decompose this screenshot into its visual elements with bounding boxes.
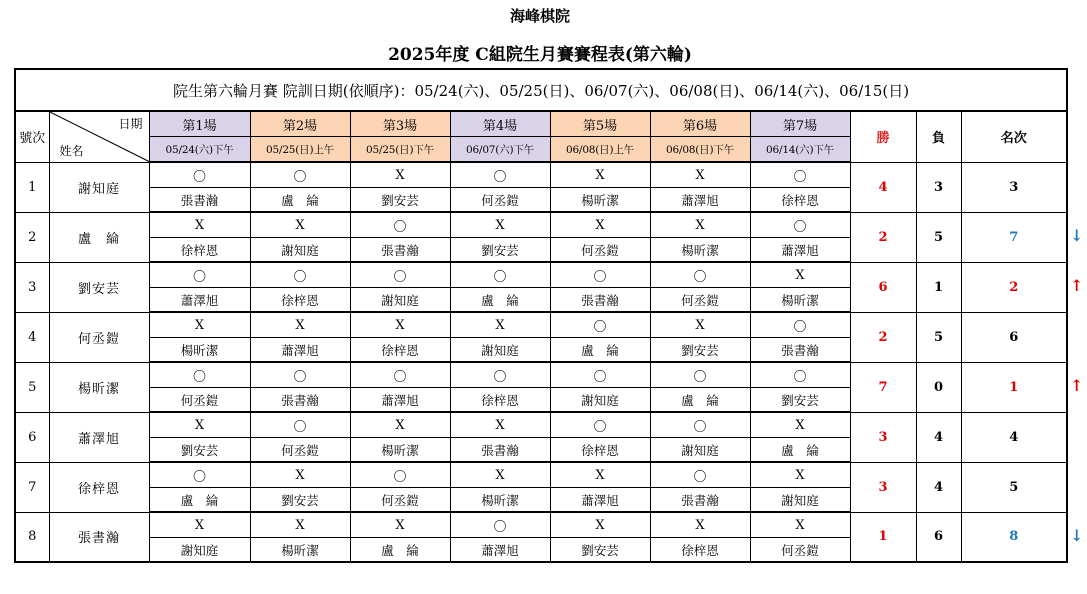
game-result: 〇 bbox=[450, 262, 550, 288]
game-header-5: 第5場 bbox=[550, 111, 650, 137]
game-opponent: 盧 綸 bbox=[650, 388, 750, 413]
player-number: 1 bbox=[15, 162, 49, 212]
game-opponent: 楊昕潔 bbox=[650, 238, 750, 263]
player-name: 徐梓恩 bbox=[49, 462, 149, 512]
game-result: 〇 bbox=[550, 362, 650, 388]
game-opponent: 徐梓恩 bbox=[250, 288, 350, 313]
game-result: X bbox=[149, 212, 250, 238]
game-result: 〇 bbox=[149, 462, 250, 488]
game-opponent: 謝知庭 bbox=[149, 538, 250, 563]
game-result: X bbox=[250, 512, 350, 538]
player-name: 張書瀚 bbox=[49, 512, 149, 562]
school-name: 海峰棋院 bbox=[509, 7, 570, 25]
game-opponent: 徐梓恩 bbox=[350, 338, 450, 363]
game-header-4: 第4場 bbox=[450, 111, 550, 137]
game-result: 〇 bbox=[250, 262, 350, 288]
game-date-3: 05/25(日)下午 bbox=[350, 137, 450, 163]
arrow-up-icon: ↑ bbox=[1070, 376, 1084, 395]
win-count: 6 bbox=[850, 262, 916, 312]
game-result: X bbox=[550, 212, 650, 238]
game-opponent: 徐梓恩 bbox=[750, 188, 850, 213]
header-date-name-cell bbox=[49, 111, 149, 162]
loss-count: 3 bbox=[916, 162, 961, 212]
game-result: 〇 bbox=[650, 362, 750, 388]
game-result: 〇 bbox=[250, 412, 350, 438]
game-opponent: 徐梓恩 bbox=[650, 538, 750, 563]
game-opponent: 謝知庭 bbox=[750, 488, 850, 513]
header-number: 號次 bbox=[15, 111, 49, 162]
header-loss: 負 bbox=[916, 111, 961, 162]
game-result: X bbox=[450, 312, 550, 338]
game-opponent: 謝知庭 bbox=[350, 288, 450, 313]
game-date-6: 06/08(日)下午 bbox=[650, 137, 750, 163]
game-result: 〇 bbox=[750, 162, 850, 188]
game-date-4: 06/07(六)下午 bbox=[450, 137, 550, 163]
game-result: 〇 bbox=[350, 362, 450, 388]
game-opponent: 蕭澤旭 bbox=[750, 238, 850, 263]
win-count: 3 bbox=[850, 412, 916, 462]
player-number: 7 bbox=[15, 462, 49, 512]
player-name: 盧 綸 bbox=[49, 212, 149, 262]
game-result: X bbox=[250, 212, 350, 238]
game-header-7: 第7場 bbox=[750, 111, 850, 137]
game-opponent: 蕭澤旭 bbox=[350, 388, 450, 413]
arrow-up-icon: ↑ bbox=[1070, 276, 1084, 295]
game-result: X bbox=[250, 312, 350, 338]
loss-count: 4 bbox=[916, 412, 961, 462]
game-opponent: 謝知庭 bbox=[450, 338, 550, 363]
win-count: 4 bbox=[850, 162, 916, 212]
game-result: X bbox=[650, 162, 750, 188]
game-opponent: 蕭澤旭 bbox=[250, 338, 350, 363]
game-opponent: 盧 綸 bbox=[250, 188, 350, 213]
game-opponent: 劉安芸 bbox=[250, 488, 350, 513]
game-result: 〇 bbox=[550, 312, 650, 338]
game-date-1: 05/24(六)下午 bbox=[149, 137, 250, 163]
game-result: 〇 bbox=[350, 462, 450, 488]
game-result: 〇 bbox=[450, 512, 550, 538]
game-opponent: 劉安芸 bbox=[750, 388, 850, 413]
game-opponent: 張書瀚 bbox=[350, 238, 450, 263]
game-opponent: 何丞鎧 bbox=[650, 288, 750, 313]
game-result: 〇 bbox=[450, 162, 550, 188]
game-result: 〇 bbox=[250, 362, 350, 388]
game-opponent: 謝知庭 bbox=[550, 388, 650, 413]
win-count: 2 bbox=[850, 212, 916, 262]
game-result: X bbox=[450, 412, 550, 438]
arrow-down-icon: ↓ bbox=[1070, 526, 1084, 545]
loss-count: 4 bbox=[916, 462, 961, 512]
game-result: X bbox=[550, 162, 650, 188]
game-opponent: 張書瀚 bbox=[250, 388, 350, 413]
player-number: 3 bbox=[15, 262, 49, 312]
player-name: 楊昕潔 bbox=[49, 362, 149, 412]
rank-value: 4 bbox=[961, 412, 1067, 462]
game-result: 〇 bbox=[650, 262, 750, 288]
game-result: 〇 bbox=[149, 262, 250, 288]
game-opponent: 張書瀚 bbox=[450, 438, 550, 463]
game-result: X bbox=[350, 162, 450, 188]
game-opponent: 蕭澤旭 bbox=[149, 288, 250, 313]
win-count: 2 bbox=[850, 312, 916, 362]
game-opponent: 徐梓恩 bbox=[149, 238, 250, 263]
game-opponent: 楊昕潔 bbox=[350, 438, 450, 463]
schedule-banner: 院生第六輪月賽 院訓日期(依順序)：05/24(六)、05/25(日)、06/07(六)、06/08(日)、06/14(六)、06/15(日) bbox=[15, 69, 1067, 111]
game-opponent: 盧 綸 bbox=[750, 438, 850, 463]
page-title: 2025年度 C組院生月賽賽程表(第六輪) bbox=[388, 45, 692, 65]
player-name: 何丞鎧 bbox=[49, 312, 149, 362]
game-opponent: 盧 綸 bbox=[350, 538, 450, 563]
game-date-5: 06/08(日)上午 bbox=[550, 137, 650, 163]
game-opponent: 劉安芸 bbox=[550, 538, 650, 563]
game-result: 〇 bbox=[350, 262, 450, 288]
header-date-label: 日期 bbox=[118, 117, 143, 131]
player-number: 8 bbox=[15, 512, 49, 562]
game-result: 〇 bbox=[550, 412, 650, 438]
game-result: X bbox=[650, 512, 750, 538]
player-number: 2 bbox=[15, 212, 49, 262]
game-result: X bbox=[650, 312, 750, 338]
game-header-6: 第6場 bbox=[650, 111, 750, 137]
game-result: X bbox=[149, 512, 250, 538]
game-result: 〇 bbox=[550, 262, 650, 288]
header-win: 勝 bbox=[850, 111, 916, 162]
win-count: 7 bbox=[850, 362, 916, 412]
game-opponent: 盧 綸 bbox=[149, 488, 250, 513]
game-opponent: 何丞鎧 bbox=[350, 488, 450, 513]
game-opponent: 楊昕潔 bbox=[750, 288, 850, 313]
game-opponent: 張書瀚 bbox=[650, 488, 750, 513]
loss-count: 5 bbox=[916, 312, 961, 362]
header-name-label: 姓名 bbox=[59, 143, 84, 158]
player-number: 4 bbox=[15, 312, 49, 362]
loss-count: 0 bbox=[916, 362, 961, 412]
game-result: X bbox=[750, 512, 850, 538]
schedule-table bbox=[14, 68, 1068, 563]
game-opponent: 楊昕潔 bbox=[550, 188, 650, 213]
game-result: 〇 bbox=[149, 362, 250, 388]
game-opponent: 徐梓恩 bbox=[550, 438, 650, 463]
game-header-3: 第3場 bbox=[350, 111, 450, 137]
game-result: X bbox=[550, 512, 650, 538]
game-opponent: 謝知庭 bbox=[250, 238, 350, 263]
game-result: X bbox=[750, 262, 850, 288]
game-opponent: 何丞鎧 bbox=[450, 188, 550, 213]
game-result: X bbox=[350, 312, 450, 338]
game-result: X bbox=[750, 462, 850, 488]
game-result: X bbox=[650, 212, 750, 238]
game-result: 〇 bbox=[149, 162, 250, 188]
loss-count: 1 bbox=[916, 262, 961, 312]
game-result: 〇 bbox=[350, 212, 450, 238]
game-opponent: 謝知庭 bbox=[650, 438, 750, 463]
player-name: 蕭澤旭 bbox=[49, 412, 149, 462]
game-result: X bbox=[550, 462, 650, 488]
game-opponent: 盧 綸 bbox=[450, 288, 550, 313]
game-opponent: 何丞鎧 bbox=[250, 438, 350, 463]
game-result: 〇 bbox=[250, 162, 350, 188]
game-result: X bbox=[350, 412, 450, 438]
game-opponent: 楊昕潔 bbox=[149, 338, 250, 363]
game-opponent: 張書瀚 bbox=[149, 188, 250, 213]
win-count: 1 bbox=[850, 512, 916, 562]
game-result: 〇 bbox=[650, 462, 750, 488]
player-number: 6 bbox=[15, 412, 49, 462]
game-result: 〇 bbox=[450, 362, 550, 388]
game-result: 〇 bbox=[750, 362, 850, 388]
header-rank: 名次 bbox=[961, 111, 1067, 162]
game-opponent: 張書瀚 bbox=[550, 288, 650, 313]
game-result: X bbox=[450, 212, 550, 238]
game-result: 〇 bbox=[750, 212, 850, 238]
loss-count: 6 bbox=[916, 512, 961, 562]
game-opponent: 楊昕潔 bbox=[250, 538, 350, 563]
rank-value: 8 bbox=[961, 512, 1067, 562]
game-opponent: 劉安芸 bbox=[650, 338, 750, 363]
game-result: X bbox=[149, 312, 250, 338]
rank-value: 1 bbox=[961, 362, 1067, 412]
player-name: 劉安芸 bbox=[49, 262, 149, 312]
game-opponent: 楊昕潔 bbox=[450, 488, 550, 513]
arrow-down-icon: ↓ bbox=[1070, 226, 1084, 245]
rank-value: 6 bbox=[961, 312, 1067, 362]
game-result: 〇 bbox=[650, 412, 750, 438]
game-opponent: 劉安芸 bbox=[149, 438, 250, 463]
win-count: 3 bbox=[850, 462, 916, 512]
rank-value: 7 bbox=[961, 212, 1067, 262]
game-result: X bbox=[250, 462, 350, 488]
rank-value: 2 bbox=[961, 262, 1067, 312]
game-opponent: 劉安芸 bbox=[450, 238, 550, 263]
game-header-2: 第2場 bbox=[250, 111, 350, 137]
game-opponent: 蕭澤旭 bbox=[650, 188, 750, 213]
game-opponent: 何丞鎧 bbox=[149, 388, 250, 413]
game-result: X bbox=[450, 462, 550, 488]
rank-value: 3 bbox=[961, 162, 1067, 212]
player-number: 5 bbox=[15, 362, 49, 412]
game-opponent: 張書瀚 bbox=[750, 338, 850, 363]
game-date-2: 05/25(日)上午 bbox=[250, 137, 350, 163]
game-opponent: 蕭澤旭 bbox=[450, 538, 550, 563]
player-name: 謝知庭 bbox=[49, 162, 149, 212]
game-opponent: 何丞鎧 bbox=[550, 238, 650, 263]
game-result: X bbox=[350, 512, 450, 538]
game-header-1: 第1場 bbox=[149, 111, 250, 137]
game-result: X bbox=[149, 412, 250, 438]
game-result: 〇 bbox=[750, 312, 850, 338]
game-opponent: 劉安芸 bbox=[350, 188, 450, 213]
game-opponent: 盧 綸 bbox=[550, 338, 650, 363]
game-date-7: 06/14(六)下午 bbox=[750, 137, 850, 163]
game-opponent: 徐梓恩 bbox=[450, 388, 550, 413]
game-opponent: 何丞鎧 bbox=[750, 538, 850, 563]
game-opponent: 蕭澤旭 bbox=[550, 488, 650, 513]
loss-count: 5 bbox=[916, 212, 961, 262]
rank-value: 5 bbox=[961, 462, 1067, 512]
game-result: X bbox=[750, 412, 850, 438]
